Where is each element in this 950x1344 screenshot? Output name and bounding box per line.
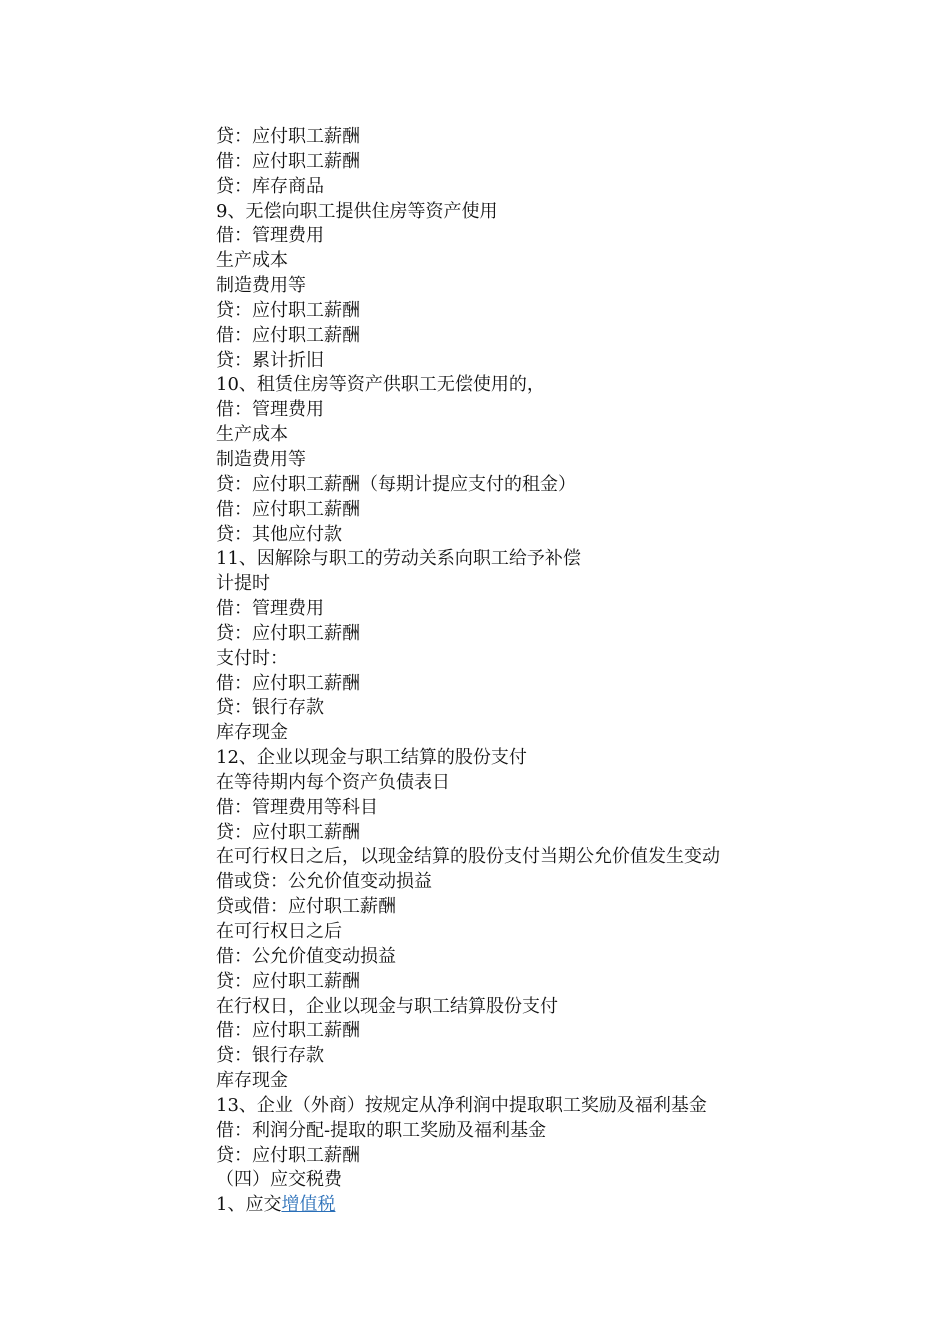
text-line: 借：公允价值变动损益 bbox=[216, 945, 396, 967]
text-line: 借：管理费用 bbox=[216, 598, 324, 620]
text-line: 贷：应付职工薪酬 bbox=[216, 821, 360, 843]
text-line: 借：应付职工薪酬 bbox=[216, 1020, 360, 1042]
document-body bbox=[216, 125, 896, 1218]
text-line: 生产成本 bbox=[216, 250, 288, 272]
text-line: 借：管理费用等科目 bbox=[216, 796, 378, 818]
text-line: 在可行权日之后 bbox=[216, 921, 342, 942]
text-line: 借：应付职工薪酬 bbox=[216, 150, 360, 172]
vat-line-prefix: 1、应交 bbox=[216, 1194, 282, 1216]
text-line: 贷：其他应付款 bbox=[216, 523, 342, 545]
text-line: 贷：应付职工薪酬 bbox=[216, 299, 360, 321]
text-line: 库存现金 bbox=[216, 722, 288, 744]
text-line: 借：应付职工薪酬 bbox=[216, 498, 360, 520]
text-line: 借：利润分配-提取的职工奖励及福利基金 bbox=[216, 1119, 547, 1141]
text-line: 制造费用等 bbox=[216, 275, 306, 297]
section-heading-12: 12、企业以现金与职工结算的股份支付 bbox=[216, 747, 527, 769]
section-heading-9: 9、无偿向职工提供住房等资产使用 bbox=[216, 200, 498, 222]
section-heading-10: 10、租赁住房等资产供职工无偿使用的， bbox=[216, 374, 545, 396]
vat-link[interactable]: 增值税 bbox=[281, 1194, 336, 1216]
text-line: 借：管理费用 bbox=[216, 399, 324, 421]
section-heading-11: 11、因解除与职工的劳动关系向职工给予补偿 bbox=[216, 548, 581, 570]
section-heading-4: （四）应交税费 bbox=[216, 1169, 342, 1191]
text-line: 在可行权日之后，以现金结算的股份支付当期公允价值发生变动 bbox=[216, 846, 720, 868]
text-line: 贷：银行存款 bbox=[216, 1045, 324, 1067]
text-line: 贷：应付职工薪酬 bbox=[216, 126, 360, 147]
text-line: 贷：应付职工薪酬 bbox=[216, 970, 360, 992]
text-line: 贷：累计折旧 bbox=[216, 349, 324, 371]
text-line: 贷或借：应付职工薪酬 bbox=[216, 896, 396, 918]
text-line: 贷：应付职工薪酬（每期计提应支付的租金） bbox=[216, 473, 576, 495]
text-line: 支付时： bbox=[216, 647, 288, 669]
text-line: 贷：银行存款 bbox=[216, 697, 324, 719]
text-line: 借：应付职工薪酬 bbox=[216, 672, 360, 694]
text-line: 生产成本 bbox=[216, 424, 288, 446]
text-line: 计提时 bbox=[216, 573, 270, 595]
vat-line bbox=[216, 1193, 896, 1218]
text-line: 贷：应付职工薪酬 bbox=[216, 1144, 360, 1166]
text-line: 贷：应付职工薪酬 bbox=[216, 622, 360, 644]
section-heading-13: 13、企业（外商）按规定从净利润中提取职工奖励及福利基金 bbox=[216, 1094, 707, 1116]
text-line: 在行权日，企业以现金与职工结算股份支付 bbox=[216, 995, 558, 1017]
text-line: 借或贷：公允价值变动损益 bbox=[216, 871, 432, 893]
text-line: 在等待期内每个资产负债表日 bbox=[216, 771, 450, 793]
text-line: 借：管理费用 bbox=[216, 225, 324, 247]
text-line: 贷：库存商品 bbox=[216, 175, 324, 197]
text-line: 制造费用等 bbox=[216, 448, 306, 470]
text-line: 借：应付职工薪酬 bbox=[216, 324, 360, 346]
text-line: 库存现金 bbox=[216, 1070, 288, 1092]
